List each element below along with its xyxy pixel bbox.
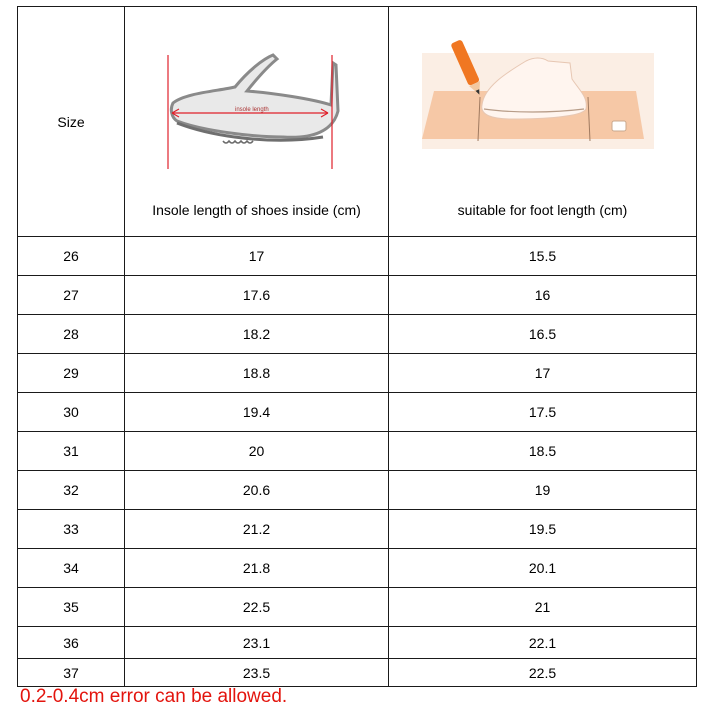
foot-cell: 16 (389, 276, 697, 315)
insole-cell: 21.2 (125, 510, 389, 549)
size-cell: 29 (18, 354, 125, 393)
table-row (18, 549, 697, 588)
foot-cell: 22.5 (389, 659, 697, 687)
size-cell: 32 (18, 471, 125, 510)
foot-cell: 16.5 (389, 315, 697, 354)
size-cell: 27 (18, 276, 125, 315)
table-row (18, 510, 697, 549)
insole-cell: 20 (125, 432, 389, 471)
foot-cell: 21 (389, 588, 697, 627)
table-row (18, 354, 697, 393)
table-row (18, 315, 697, 354)
table-row (18, 276, 697, 315)
insole-length-label: insole length (235, 107, 269, 113)
foot-cell: 20.1 (389, 549, 697, 588)
insole-cell: 17.6 (125, 276, 389, 315)
foot-header-label: suitable for foot length (cm) (457, 202, 628, 218)
size-chart-table (17, 6, 697, 687)
insole-cell: 22.5 (125, 588, 389, 627)
size-header: Size (18, 7, 125, 237)
table-row (18, 627, 697, 659)
table-row (18, 432, 697, 471)
size-cell: 34 (18, 549, 125, 588)
foot-cell: 19.5 (389, 510, 697, 549)
size-cell: 31 (18, 432, 125, 471)
shoe-insole-illustration (163, 41, 343, 173)
size-cell: 30 (18, 393, 125, 432)
table-row (18, 471, 697, 510)
table-row (18, 588, 697, 627)
foot-cell: 17 (389, 354, 697, 393)
foot-header-cell (389, 7, 697, 237)
insole-cell: 19.4 (125, 393, 389, 432)
insole-cell: 18.2 (125, 315, 389, 354)
table-row (18, 659, 697, 687)
insole-cell: 18.8 (125, 354, 389, 393)
insole-cell: 21.8 (125, 549, 389, 588)
error-tolerance-note: 0.2-0.4cm error can be allowed. (20, 686, 288, 707)
foot-cell: 18.5 (389, 432, 697, 471)
insole-cell: 23.5 (125, 659, 389, 687)
table-row (18, 237, 697, 276)
table-row (18, 393, 697, 432)
insole-header-label: Insole length of shoes inside (cm) (152, 202, 361, 218)
size-cell: 28 (18, 315, 125, 354)
size-cell: 33 (18, 510, 125, 549)
size-cell: 35 (18, 588, 125, 627)
size-cell: 36 (18, 627, 125, 659)
insole-cell: 23.1 (125, 627, 389, 659)
foot-cell: 22.1 (389, 627, 697, 659)
insole-cell: 20.6 (125, 471, 389, 510)
header-row (18, 7, 697, 237)
foot-cell: 15.5 (389, 237, 697, 276)
foot-cell: 19 (389, 471, 697, 510)
insole-header-cell (125, 7, 389, 237)
foot-measure-illustration (422, 39, 654, 151)
size-cell: 37 (18, 659, 125, 687)
foot-cell: 17.5 (389, 393, 697, 432)
insole-cell: 17 (125, 237, 389, 276)
size-cell: 26 (18, 237, 125, 276)
